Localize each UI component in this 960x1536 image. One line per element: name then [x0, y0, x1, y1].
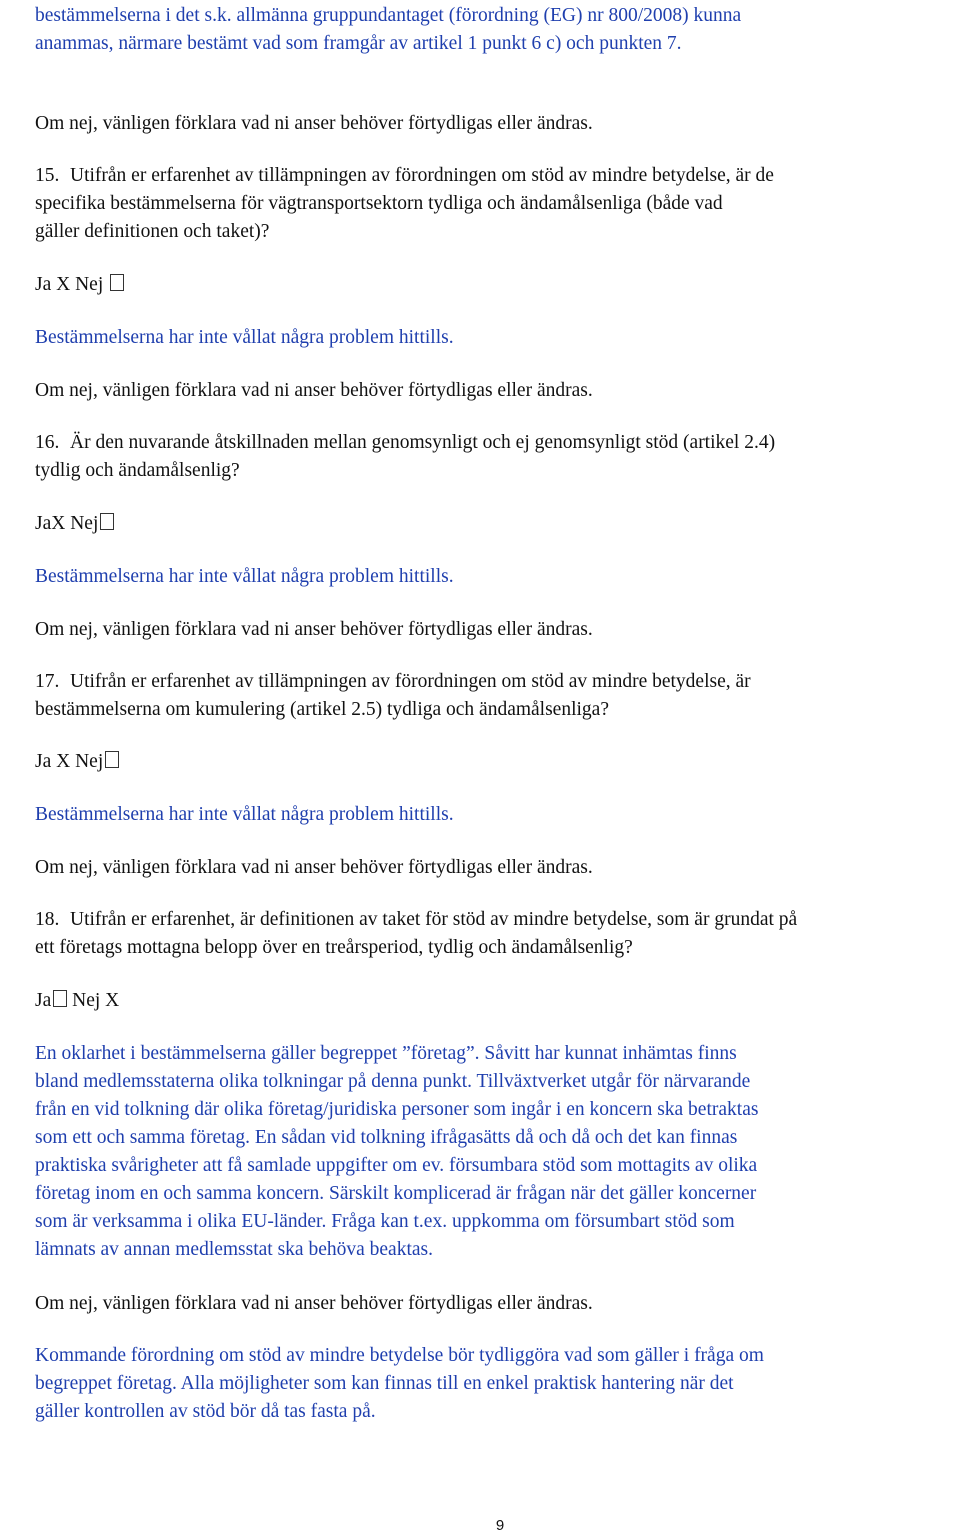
answer-16 [35, 510, 956, 538]
answer-17 [35, 748, 956, 776]
answer-yes[interactable]: Ja [35, 990, 52, 1011]
answer-18 [35, 987, 956, 1015]
comment-line: som ett och samma företag. En sådan vid tolkning ifrågasätts då och då och det kan finnas [35, 1127, 738, 1148]
comment-line: lämnats av annan medlemsstat ska behöva beaktas. [35, 1239, 433, 1260]
answer-comment: Bestämmelserna har inte vållat några problem hittills. [35, 566, 454, 587]
checkbox-icon[interactable] [105, 751, 119, 768]
answer-yes[interactable]: Ja X [35, 274, 71, 295]
question-number: 16. [35, 432, 60, 453]
answer-no[interactable]: Nej [75, 751, 104, 772]
answer-yes[interactable]: JaX [35, 513, 66, 534]
question-16 [35, 429, 956, 485]
explain-prompt: Om nej, vänligen förklara vad ni anser behöver förtydligas eller ändras. [35, 857, 593, 878]
question-number: 17. [35, 671, 60, 692]
answer-yes[interactable]: Ja X [35, 751, 71, 772]
answer-no[interactable]: Nej X [72, 990, 120, 1011]
explanation-line: gäller kontrollen av stöd bör då tas fasta på. [35, 1401, 376, 1422]
page-number: 9 [495, 1517, 505, 1534]
explain-prompt: Om nej, vänligen förklara vad ni anser behöver förtydligas eller ändras. [35, 1293, 593, 1314]
comment-line: företag inom en och samma koncern. Särskilt komplicerad är frågan när det gäller koncerner [35, 1183, 757, 1204]
intro-line: bestämmelserna i det s.k. allmänna gruppundantaget (förordning (EG) nr 800/2008) kunna [35, 5, 742, 26]
explanation-line: Kommande förordning om stöd av mindre betydelse bör tydliggöra vad som gäller i fråga om [35, 1345, 764, 1366]
question-text: gäller definitionen och taket)? [35, 221, 270, 242]
checkbox-icon[interactable] [110, 274, 124, 291]
answer-comment: Bestämmelserna har inte vållat några problem hittills. [35, 327, 454, 348]
question-15 [35, 162, 956, 246]
intro-line: anammas, närmare bestämt vad som framgår av artikel 1 punkt 6 c) och punkten 7. [35, 33, 682, 54]
answer-comment [35, 1040, 956, 1264]
checkbox-icon[interactable] [100, 513, 114, 530]
question-text: bestämmelserna om kumulering (artikel 2.5) tydliga och ändamålsenliga? [35, 699, 609, 720]
question-text: Utifrån er erfarenhet av tillämpningen av förordningen om stöd av mindre betydelse, är [70, 671, 751, 692]
comment-line: bland medlemsstaterna olika tolkningar på denna punkt. Tillväxtverket utgår för närvarande [35, 1071, 751, 1092]
question-text: specifika bestämmelserna för vägtransportsektorn tydliga och ändamålsenliga (både vad [35, 193, 723, 214]
comment-line: En oklarhet i bestämmelserna gäller begreppet ”företag”. Såvitt har kunnat inhämtas finns [35, 1043, 737, 1064]
answer-comment: Bestämmelserna har inte vållat några problem hittills. [35, 804, 454, 825]
explanation-line: begreppet företag. Alla möjligheter som kan finnas till en enkel praktisk hantering när det [35, 1373, 734, 1394]
question-text: ett företags mottagna belopp över en treårsperiod, tydlig och ändamålsenlig? [35, 937, 633, 958]
intro-paragraph [35, 2, 956, 58]
answer-15 [35, 271, 956, 299]
explain-prompt: Om nej, vänligen förklara vad ni anser behöver förtydligas eller ändras. [35, 380, 593, 401]
checkbox-icon[interactable] [53, 990, 67, 1007]
comment-line: från en vid tolkning där olika företag/juridiska personer som ingår i en koncern ska betraktas [35, 1099, 759, 1120]
explain-prompt: Om nej, vänligen förklara vad ni anser behöver förtydligas eller ändras. [35, 113, 593, 134]
question-text: Utifrån er erfarenhet av tillämpningen av förordningen om stöd av mindre betydelse, är de [70, 165, 774, 186]
comment-line: som är verksamma i olika EU-länder. Fråga kan t.ex. uppkomma om försumbart stöd som [35, 1211, 735, 1232]
answer-no[interactable]: Nej [70, 513, 99, 534]
question-number: 15. [35, 165, 60, 186]
comment-line: praktiska svårigheter att få samlade uppgifter om ev. försumbara stöd som mottagits av olika [35, 1155, 758, 1176]
answer-no[interactable]: Nej [75, 274, 104, 295]
question-text: tydlig och ändamålsenlig? [35, 460, 240, 481]
question-text: Är den nuvarande åtskillnaden mellan genomsynligt och ej genomsynligt stöd (artikel 2.4) [70, 432, 776, 453]
explanation [35, 1342, 956, 1426]
explain-prompt: Om nej, vänligen förklara vad ni anser behöver förtydligas eller ändras. [35, 619, 593, 640]
question-17 [35, 668, 956, 724]
question-number: 18. [35, 909, 60, 930]
question-text: Utifrån er erfarenhet, är definitionen av taket för stöd av mindre betydelse, som är grundat på [70, 909, 798, 930]
question-18 [35, 906, 956, 962]
